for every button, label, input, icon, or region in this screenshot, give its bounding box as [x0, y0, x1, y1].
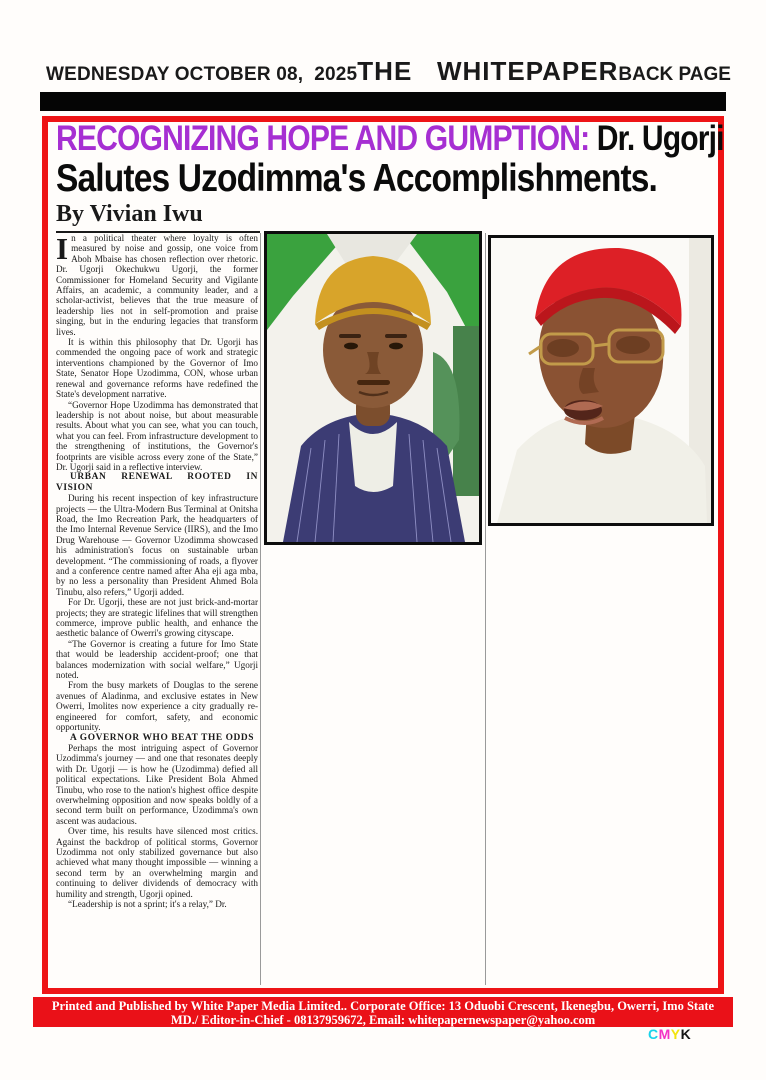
photo-uzodimma-illustration: [491, 238, 711, 523]
article-paragraph: “The Governor is creating a future for Imo State that would be leadership accident-proof; one that balances modernization with social welfare,” Ugorji noted.: [56, 638, 258, 681]
photo-uzodimma: [488, 235, 714, 526]
cmyk-letter: M: [658, 1026, 671, 1042]
article-column-2: [264, 231, 482, 989]
headline-name: Dr. Ugorji: [596, 119, 724, 158]
headline-line-2: Salutes Uzodimma's Accomplishments.: [56, 157, 658, 200]
masthead-title: THE WHITEPAPER: [357, 56, 619, 86]
photo-ugorji: [264, 231, 482, 545]
photo-ugorji-illustration: [267, 234, 479, 542]
column-rule: [485, 233, 486, 985]
article-column-1: [56, 233, 258, 989]
cmyk-letter: C: [648, 1026, 659, 1042]
masthead-divider-bar: [40, 92, 726, 111]
imprint-line-2: MD./ Editor-in-Chief - 08137959672, Email: whitepapernewspaper@yahoo.com: [170, 1013, 596, 1027]
cmyk-letter: K: [680, 1026, 692, 1042]
imprint-line-1: Printed and Published by White Paper Media Limited.. Corporate Office: 13 Oduobi Crescent, Ikenegbu, Owerri, Imo State: [51, 999, 715, 1013]
article-paragraph: From the busy markets of Douglas to the serene avenues of Aladinma, and exclusive estates in New Owerri, Imolites now experience a city gradually re-engineered for comfort, safety, and economic opportunity.: [56, 680, 258, 733]
masthead: [46, 56, 731, 87]
headline: [56, 119, 724, 200]
article-paragraph: For Dr. Ugorji, these are not just brick-and-mortar projects; they are strategic lifelines that will strengthen commerce, improve public health, and enhance the aesthetic balance of Owerri's growing cityscape.: [56, 597, 258, 639]
section-heading: URBAN RENEWAL ROOTED IN VISION: [56, 472, 258, 493]
column-rule: [260, 233, 261, 985]
cmyk-letter: Y: [670, 1026, 681, 1042]
article-paragraph: “Governor Hope Uzodimma has demonstrated that leadership is not about noise, but about measurable results. About what you can see, what you can touch, what you can feel. From infrastructure development to the strengthening of institutions, the Governor's footprints are visible across every zone of the State,” Dr. Ugorji said in a reflective interview.: [56, 399, 258, 472]
article-paragraph: “Leadership is not a sprint; it's a relay,” Dr.: [68, 899, 227, 909]
article-paragraph: Perhaps the most intriguing aspect of Governor Uzodimma's journey — and one that resonates deeply with Dr. Ugorji — is how he (Uzodimma) defied all political expectations. Like President Bola Ahmed Tinubu, who rose to the nation's highest office despite overwhelming opposition and now speaks boldly of a second term built on performance, Uzodimma's own ascent was audacious.: [56, 742, 258, 826]
article-paragraph: In a political theater where loyalty is often measured by noise and gossip, one voice from Aboh Mbaise has chosen reflection over rhetoric. Dr. Ugorji Okechukwu Ugorji, the former Commissioner for Homeland Security and Vigilante Affairs, an academic, a community leader, and a scholar-activist, believes that the true measure of leadership lies not in self-promotion and praise singing, but in the enduring legacies that transform lives.: [56, 233, 258, 337]
headline-kicker: RECOGNIZING HOPE AND GUMPTION:: [56, 119, 597, 158]
imprint-bar: [33, 997, 733, 1027]
masthead-date: WEDNESDAY OCTOBER 08, 2025: [46, 64, 358, 85]
byline: By Vivian Iwu: [56, 201, 260, 233]
masthead-page-label: BACK PAGE: [618, 64, 731, 85]
article-column-3: [488, 235, 714, 990]
headline-line-1: [56, 119, 724, 158]
article-paragraph: Over time, his results have silenced most critics. Against the backdrop of political storms, Governor Uzodimma not only stabilized governance but also achieved what many thought impossible — winning a second term by an overwhelming margin and continuing to deliver dividends of democracy with humility and strength, Ugorji opined.: [56, 826, 258, 899]
cmyk-mark: [648, 1026, 691, 1042]
article-paragraph: During his recent inspection of key infrastructure projects — the Ultra-Modern Bus Terminal at Onitsha Road, the Imo Recreation Park, the headquarters of the Imo Internal Revenue Service (IIRS), and the Imo Drug Warehouse — Governor Uzodimma showcased his administration's focus on sustainable urban development. “The commissioning of roads, a flyover and a conference centre named after Aha eji aga mba, by no less a personality than President Ahmed Bola Tinubu, also refers,” Ugorji added.: [56, 493, 258, 597]
article-paragraph: It is within this philosophy that Dr. Ugorji has commended the ongoing pace of work and strategic interventions championed by the Governor of Imo State, Senator Hope Uzodimma, CON, whose urban renewal and governance reforms have redefined the State's development narrative.: [56, 337, 258, 400]
drop-cap: I: [56, 233, 69, 266]
section-heading: A GOVERNOR WHO BEAT THE ODDS: [70, 732, 255, 743]
